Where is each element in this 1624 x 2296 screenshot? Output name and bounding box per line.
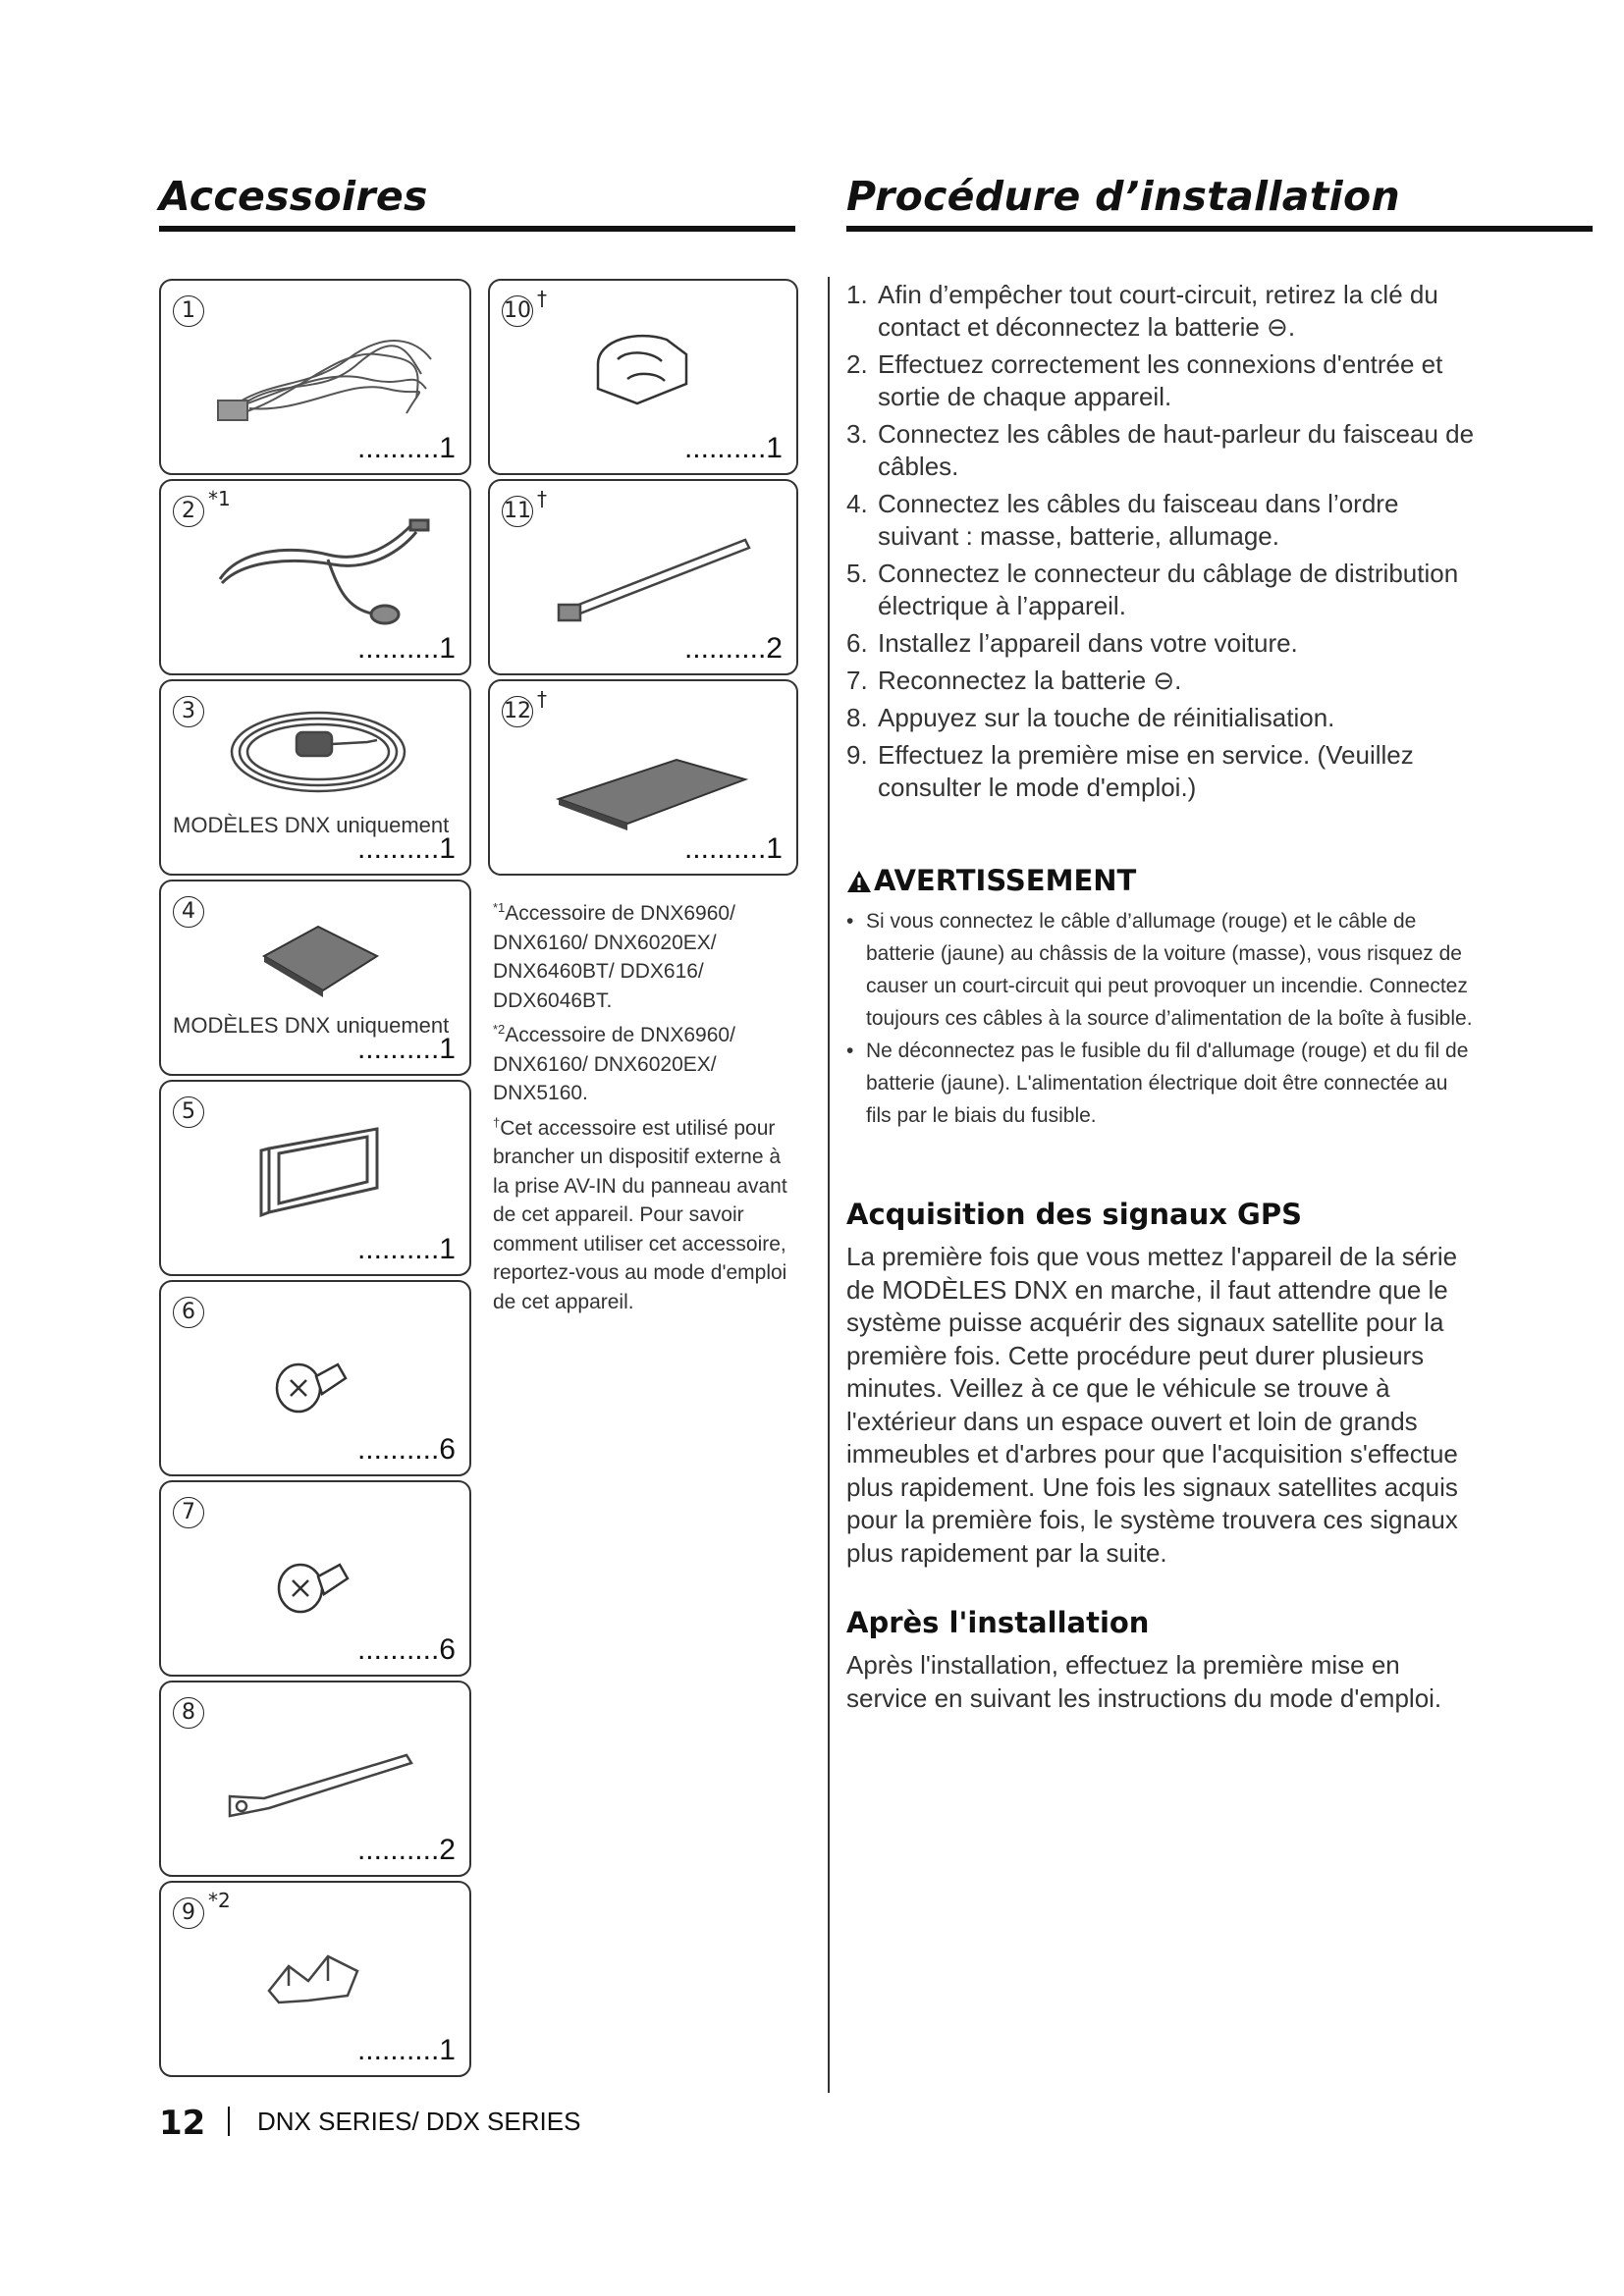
- accessory-quantity: ..........1: [356, 432, 456, 464]
- accessory-quantity: ..........1: [356, 1033, 456, 1065]
- list-item: • Ne déconnectez pas le fusible du fil d'allumage (rouge) et du fil de batterie (jaune). L'alimentation électrique doit être connectée au fils par le biais du fusible.: [846, 1040, 1469, 1127]
- list-item: 6. Installez l’appareil dans votre voiture.: [846, 628, 1298, 658]
- accessory-number: 10 †: [502, 291, 547, 327]
- accessory-quantity: ..........1: [683, 432, 783, 464]
- list-item: 8. Appuyez sur la touche de réinitialisation.: [846, 703, 1335, 732]
- gps-antenna-icon: [220, 695, 416, 803]
- accessory-quantity: ..........1: [356, 1233, 456, 1265]
- accessory-quantity: ..........6: [356, 1433, 456, 1466]
- accessory-number: 5: [173, 1092, 204, 1128]
- accessory-card: [159, 1080, 471, 1276]
- accessory-number: 12 †: [502, 691, 547, 727]
- adhesive-pad-icon: [539, 740, 765, 838]
- accessory-number: 8: [173, 1692, 204, 1729]
- accessory-card: [159, 1280, 471, 1476]
- accessory-number: 11 †: [502, 491, 547, 527]
- list-item: 1. Afin d’empêcher tout court-circuit, retirez la clé du contact et déconnectez la batterie ⊖.: [846, 280, 1438, 342]
- warning-text: [846, 905, 1475, 1132]
- extraction-key-icon: [210, 1737, 426, 1836]
- screw-icon: [269, 1347, 357, 1425]
- gps-paragraph: La première fois que vous mettez l'appareil de la série de MODÈLES DNX en marche, il faut attendre que le système puisse acquérir des signaux satellite pour la première fois. Cette procédure peut durer plusieurs minutes. Veillez à ce que le véhicule se trouve à l'extérieur dans un espace ouvert et loin de grands immeubles et d'arbres pour que l'acquisition s'effectue plus rapidement. Une fois les signaux satellites acquis pour la première fois, le système trouvera ces signaux plus rapidement par la suite.: [846, 1242, 1458, 1568]
- cable-tie-icon: [539, 520, 765, 628]
- wiring-harness-icon: [210, 320, 436, 428]
- list-item: 3. Connectez les câbles de haut-parleur du faisceau de câbles.: [846, 419, 1475, 481]
- accessory-number: 1: [173, 291, 204, 327]
- accessory-number: 4: [173, 891, 204, 928]
- list-item: 5. Connectez le connecteur du câblage de distribution électrique à l’appareil.: [846, 559, 1459, 620]
- accessory-quantity: ..........1: [356, 632, 456, 665]
- footnote-1: $^{*1}$Accessoire de DNX6960/ DNX6160/ DNX6020EX/ DNX6460BT/ DDX616/ DDX6046BT.: [493, 900, 735, 1012]
- list-item: 2. Effectuez correctement les connexions d'entrée et sortie de chaque appareil.: [846, 349, 1443, 411]
- warning-title: AVERTISSEMENT: [846, 864, 1136, 897]
- microphone-cable-icon: [200, 520, 446, 628]
- accessory-number: 7: [173, 1492, 204, 1528]
- accessory-number: 6: [173, 1292, 204, 1328]
- accessory-quantity: ..........1: [683, 832, 783, 865]
- accessory-number: 2 $^{*1}$: [173, 491, 231, 527]
- ferrite-core-icon: [578, 310, 706, 418]
- footer-separator: [228, 2107, 230, 2136]
- accessory-number: 3: [173, 691, 204, 727]
- section-title-accessories: Accessoires: [159, 173, 428, 220]
- warning-icon: [846, 870, 872, 893]
- heading-rule-right: [846, 226, 1593, 232]
- trim-frame-icon: [249, 1119, 397, 1227]
- accessory-quantity: ..........6: [356, 1633, 456, 1666]
- accessory-card: [488, 679, 798, 876]
- accessory-card: [159, 1681, 471, 1877]
- accessory-number: 9 $^{*2}$: [173, 1893, 231, 1929]
- after-installation-heading: Après l'installation: [846, 1606, 1150, 1639]
- accessory-quantity: ..........1: [356, 2034, 456, 2066]
- screw-icon: [271, 1547, 359, 1626]
- accessory-card: [488, 479, 798, 675]
- heading-rule-left: [159, 226, 795, 232]
- list-item: • Si vous connectez le câble d’allumage (rouge) et le câble de batterie (jaune) au châssis de la voiture (masse), vous risquez de causer un court-circuit qui peut provoquer un incendie. Connectez toujours ces câbles à la source d’alimentation de la boîte à fusible.: [846, 910, 1473, 1030]
- accessory-card: [159, 880, 471, 1076]
- footnote-dagger: †Cet accessoire est utilisé pour brancher un dispositif externe à la prise AV-IN du panneau avant de cet appareil. Pour savoir comment utiliser cet accessoire, reportez-vous au mode d'emploi de cet appareil.: [493, 1114, 787, 1313]
- installation-steps: [846, 279, 1475, 809]
- accessory-card: [159, 1881, 471, 2077]
- footnote-2: $^{*2}$Accessoire de DNX6960/ DNX6160/ DNX6020EX/ DNX5160.: [493, 1022, 735, 1104]
- list-item: 7. Reconnectez la batterie ⊖.: [846, 666, 1182, 695]
- metal-plate-icon: [249, 917, 387, 1005]
- accessory-card: [488, 279, 798, 475]
- accessory-quantity: ..........2: [683, 632, 783, 665]
- list-item: 4. Connectez les câbles du faisceau dans l’ordre suivant : masse, batterie, allumage.: [846, 489, 1399, 551]
- accessory-card: [159, 479, 471, 675]
- list-item: 9. Effectuez la première mise en service. (Veuillez consulter le mode d'emploi.): [846, 740, 1414, 802]
- page-number: 12: [159, 2104, 206, 2143]
- accessory-quantity: ..........2: [356, 1834, 456, 1866]
- section-title-installation: Procédure d’installation: [846, 173, 1400, 220]
- cable-clamp-icon: [249, 1942, 387, 2020]
- column-divider: [828, 277, 830, 2093]
- accessory-note: MODÈLES DNX uniquement: [173, 1013, 450, 1038]
- after-installation-paragraph: Après l'installation, effectuez la première mise en service en suivant les instructions du mode d'emploi.: [846, 1650, 1442, 1713]
- accessory-card: [159, 679, 471, 876]
- accessory-card: [159, 1480, 471, 1677]
- footer-series: DNX SERIES/ DDX SERIES: [257, 2107, 581, 2136]
- accessory-card: [159, 279, 471, 475]
- accessory-note: MODÈLES DNX uniquement: [173, 813, 450, 837]
- accessory-footnotes: [493, 893, 787, 1316]
- gps-heading: Acquisition des signaux GPS: [846, 1198, 1302, 1231]
- accessory-quantity: ..........1: [356, 832, 456, 865]
